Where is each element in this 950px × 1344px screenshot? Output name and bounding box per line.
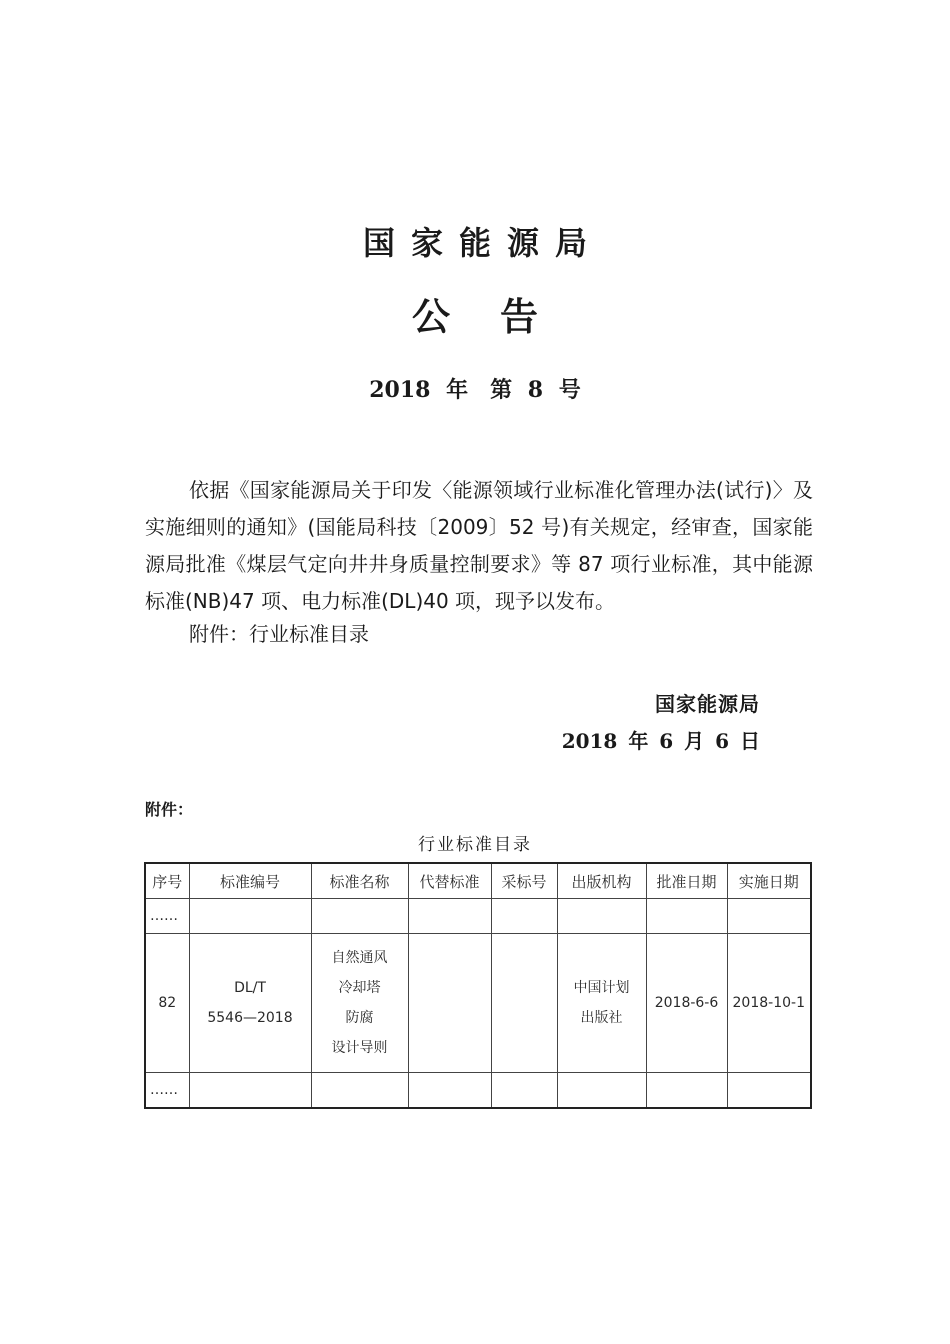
publisher-cell [557, 934, 646, 1073]
table-cell [189, 899, 311, 934]
table-cell [646, 899, 727, 934]
approved-date-cell: 2018-6-6 [646, 934, 727, 1073]
effective-date-cell: 2018-10-1 [727, 934, 811, 1073]
name-line: 设计导则 [331, 1040, 388, 1056]
column-header-adopted: 采标号 [491, 863, 557, 899]
publisher-line: 中国计划 [573, 980, 630, 996]
table-cell [557, 1073, 646, 1109]
column-header-publisher: 出版机构 [557, 863, 646, 899]
column-header-approved: 批准日期 [646, 863, 727, 899]
name-cell [311, 934, 408, 1073]
adopted-cell [491, 934, 557, 1073]
signature-date: 2018 年 6 月 6 日 [561, 729, 760, 753]
column-header-seq: 序号 [145, 863, 189, 899]
ellipsis-cell: …… [145, 1073, 189, 1109]
table-cell [646, 1073, 727, 1109]
code-line: 5546—2018 [207, 1010, 293, 1026]
name-line: 防腐 [345, 1010, 374, 1026]
publisher-line: 出版社 [580, 1010, 623, 1026]
table-row-ellipsis [145, 1073, 811, 1109]
agency-title: 国家能源局 [362, 224, 603, 262]
column-header-effective: 实施日期 [727, 863, 811, 899]
seq-cell: 82 [145, 934, 189, 1073]
table-cell [727, 1073, 811, 1109]
code-cell [189, 934, 311, 1073]
table-cell [557, 899, 646, 934]
standards-table [144, 862, 812, 1109]
column-header-replaces: 代替标准 [408, 863, 491, 899]
attachment-reference: 附件：行业标准目录 [189, 622, 369, 646]
notice-title: 公告 [411, 295, 588, 339]
signature-organization: 国家能源局 [655, 692, 760, 716]
table-cell [311, 1073, 408, 1109]
table-row [145, 934, 811, 1073]
column-header-code: 标准编号 [189, 863, 311, 899]
column-header-name: 标准名称 [311, 863, 408, 899]
table-cell [311, 899, 408, 934]
table-cell [727, 899, 811, 934]
table-cell [189, 1073, 311, 1109]
table-cell [408, 1073, 491, 1109]
table-cell [491, 899, 557, 934]
table-cell [491, 1073, 557, 1109]
replaces-cell [408, 934, 491, 1073]
table-header-row [145, 863, 811, 899]
table-cell [408, 899, 491, 934]
table-title: 行业标准目录 [418, 835, 532, 855]
code-line: DL/T [234, 980, 266, 996]
announcement-paragraph: 依据《国家能源局关于印发〈能源领域行业标准化管理办法(试行)〉及实施细则的通知》(国能局科技〔2009〕52 号)有关规定，经审查，国家能源局批准《煤层气定向井井身质量控制要求》等 87 项行业标准，其中能源标准(NB)47 项、电力标准(DL)40 项，现予以发布。 [145, 478, 813, 613]
issue-number: 2018 年 第 8 号 [369, 377, 581, 403]
annex-label: 附件： [145, 800, 194, 819]
ellipsis-cell: …… [145, 899, 189, 934]
name-line: 冷却塔 [338, 980, 381, 996]
name-line: 自然通风 [331, 950, 388, 966]
table-row-ellipsis [145, 899, 811, 934]
